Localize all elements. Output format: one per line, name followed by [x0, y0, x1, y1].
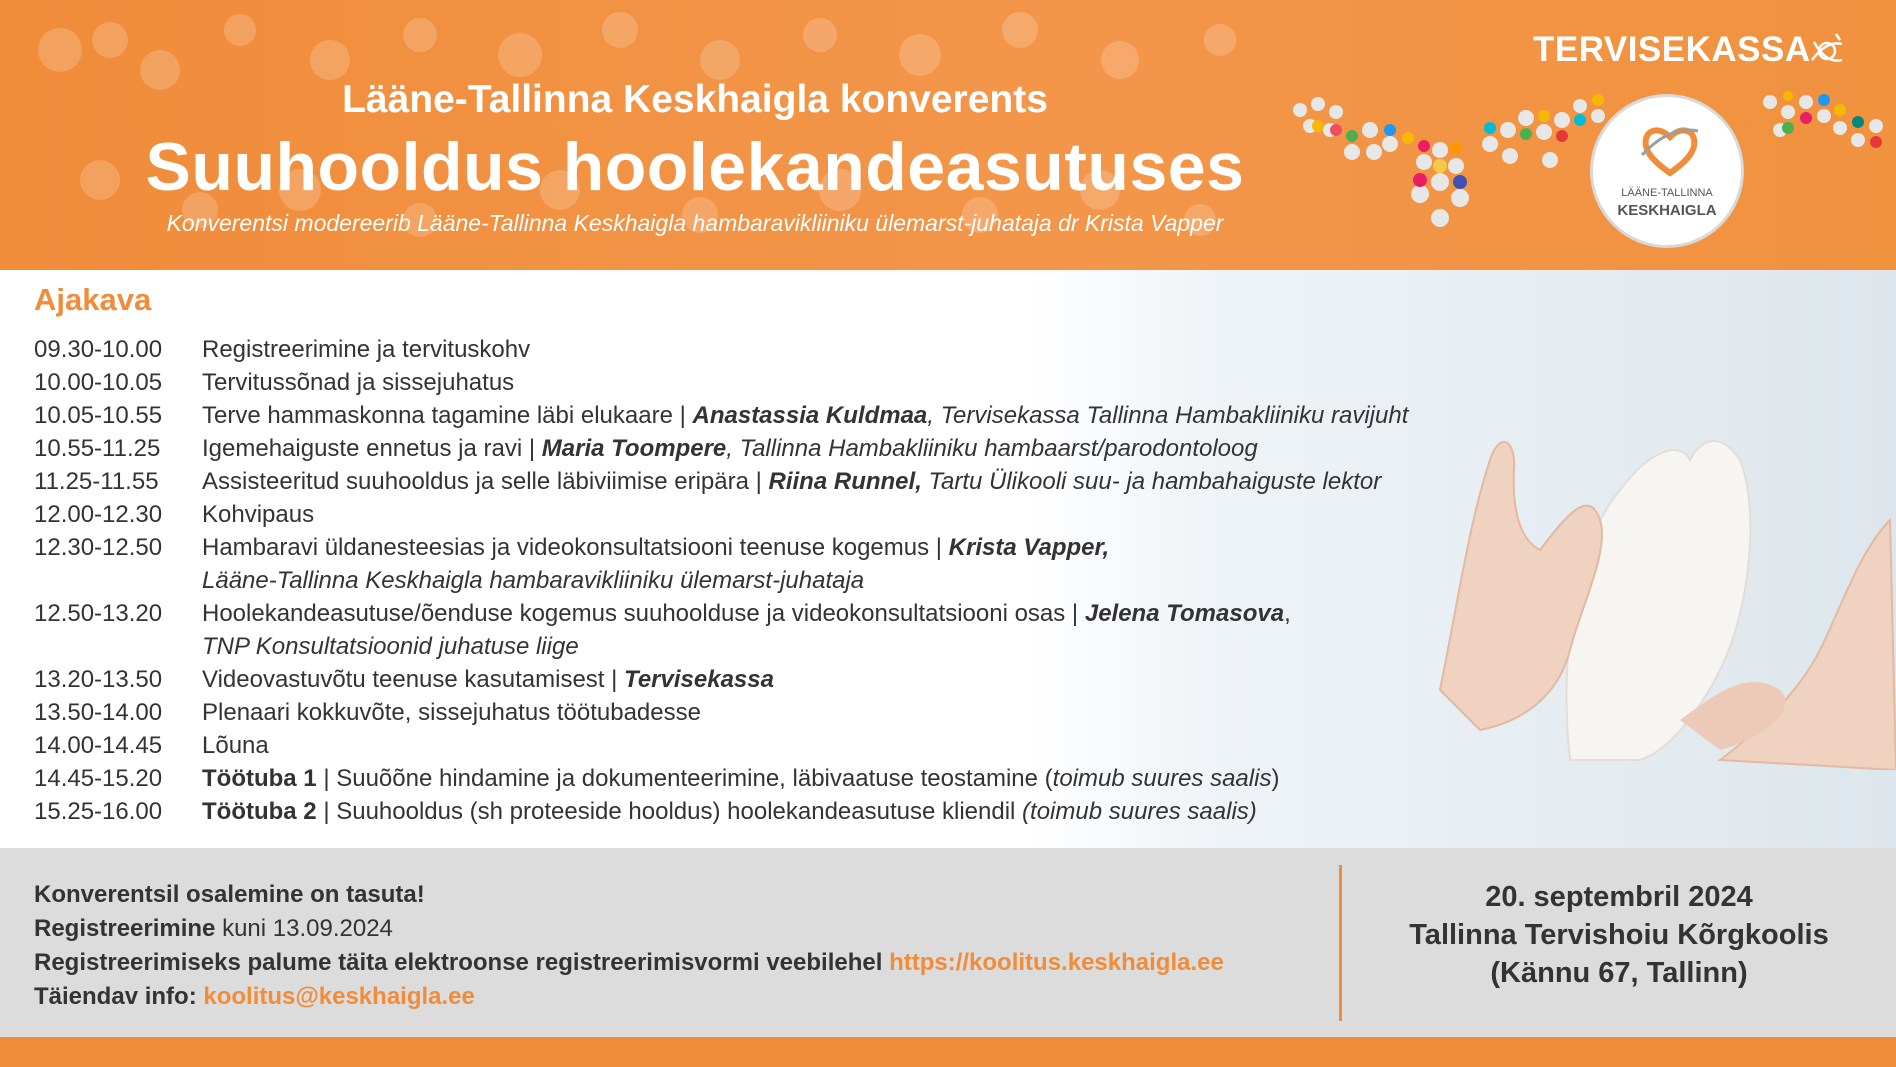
- schedule-desc: Videovastuvõtu teenuse kasutamisest | Tervisekassa: [202, 666, 774, 693]
- schedule-row: [34, 531, 1110, 564]
- schedule-time: 14.45-15.20: [34, 765, 163, 792]
- event-date: 20. septembril 2024: [1485, 881, 1753, 913]
- schedule-time: 15.25-16.00: [34, 798, 163, 825]
- schedule-row: [34, 696, 864, 729]
- speaker-role: Lääne-Tallinna Keskhaigla hambaravikliiniku ülemarst-juhataja: [202, 567, 865, 594]
- schedule-desc: Hambaravi üldanesteesias ja videokonsultatsiooni teenuse kogemus | Krista Vapper,: [202, 534, 1110, 561]
- workshop-label: Töötuba 2: [202, 798, 317, 825]
- conference-title: Suuhooldus hoolekandeasutuses: [145, 129, 1245, 205]
- schedule-time: 12.00-12.30: [34, 501, 163, 528]
- speaker-name: Krista Vapper,: [948, 534, 1110, 561]
- schedule-row: [34, 432, 1258, 465]
- hands-holding-tooth-image: [1420, 290, 1896, 770]
- schedule-time: 13.20-13.50: [34, 666, 163, 693]
- tervisekassa-logo-icon: [1806, 30, 1848, 72]
- schedule-row: [34, 795, 1257, 828]
- schedule-time: 12.50-13.20: [34, 600, 163, 627]
- contact-email-link[interactable]: koolitus@keskhaigla.ee: [203, 983, 475, 1010]
- event-details: [1342, 878, 1896, 992]
- speaker-role: Tartu Ülikooli suu- ja hambahaiguste lektor: [921, 468, 1382, 495]
- event-venue: Tallinna Tervishoiu Kõrgkoolis: [1409, 919, 1829, 951]
- schedule-row: [34, 762, 1280, 795]
- schedule-row: [34, 333, 864, 366]
- speaker-name: Jelena Tomasova: [1084, 600, 1285, 627]
- schedule-row: [34, 465, 1382, 498]
- speaker-role: , Tallinna Hambakliiniku hambaarst/parodontoloog: [726, 435, 1258, 462]
- schedule-time: 14.00-14.45: [34, 732, 163, 759]
- schedule-desc: Registreerimine ja tervituskohv: [202, 336, 531, 363]
- keskhaigla-logo: [1590, 94, 1744, 248]
- schedule-desc: Hoolekandeasutuse/õenduse kogemus suuhoolduse ja videokonsultatsiooni osas | Jelena Tomasova,: [202, 600, 1291, 627]
- schedule-time: 12.30-12.50: [34, 534, 163, 561]
- schedule-time: 10.00-10.05: [34, 369, 163, 396]
- logo-text-line2: KESKHAIGLA: [1617, 202, 1717, 219]
- location-note: toimub suures saalis: [1052, 765, 1272, 792]
- contact-info: Täiendav info: koolitus@keskhaigla.ee: [34, 983, 475, 1010]
- footer-info: [0, 848, 1896, 1037]
- schedule-row: [34, 399, 1409, 432]
- registration-info: [34, 878, 1224, 1014]
- free-participation-text: Konverentsil osalemine on tasuta!: [34, 881, 425, 908]
- tervisekassa-brand: TERVISEKASSA: [1533, 30, 1811, 69]
- event-address: (Kännu 67, Tallinn): [1490, 957, 1748, 989]
- schedule-desc: Tervitussõnad ja sissejuhatus: [202, 369, 515, 396]
- schedule-time: 13.50-14.00: [34, 699, 163, 726]
- schedule-desc: Kohvipaus: [202, 501, 315, 528]
- schedule-list: [34, 333, 1409, 828]
- schedule-time: 10.05-10.55: [34, 402, 163, 429]
- schedule-row: [34, 498, 864, 531]
- bottom-accent-bar: [0, 1037, 1896, 1067]
- schedule-row: [34, 366, 864, 399]
- schedule-time: 11.25-11.55: [34, 468, 159, 495]
- speaker-name: Riina Runnel,: [768, 468, 922, 495]
- speaker-name: Anastassia Kuldmaa: [692, 402, 928, 429]
- header-banner: [0, 0, 1896, 270]
- speaker-name: Maria Toompere: [541, 435, 727, 462]
- registration-form-text: Registreerimiseks palume täita elektroonse registreerimisvormi veebilehel https://koolitus.keskhaigla.ee: [34, 949, 1224, 976]
- schedule-desc: Töötuba 2 | Suuhooldus (sh proteeside hooldus) hoolekandeasutuse kliendil (toimub suures saalis): [202, 798, 1257, 825]
- schedule-row: [34, 663, 864, 696]
- moderator-text: Konverentsi modereerib Lääne-Tallinna Keskhaigla hambaravikliiniku ülemarst-juhataja dr Krista Vapper: [166, 210, 1224, 236]
- location-note: (toimub suures saalis): [1022, 798, 1257, 825]
- speaker-role: TNP Konsultatsioonid juhatuse liige: [202, 633, 579, 660]
- schedule-desc: Igemehaiguste ennetus ja ravi | Maria Toompere, Tallinna Hambakliiniku hambaarst/parodontoloog: [202, 435, 1258, 462]
- schedule-time: 10.55-11.25: [34, 435, 161, 462]
- schedule-desc: Plenaari kokkuvõte, sissejuhatus töötubadesse: [202, 699, 701, 726]
- schedule-row: [34, 597, 1291, 630]
- workshop-label: Töötuba 1: [202, 765, 317, 792]
- speaker-name: Tervisekassa: [624, 666, 774, 693]
- conference-subtitle: Lääne-Tallinna Keskhaigla konverents: [342, 78, 1048, 121]
- keskhaigla-heart-logo-icon: [1640, 121, 1700, 177]
- schedule-row: [34, 729, 864, 762]
- schedule-desc: Terve hammaskonna tagamine läbi elukaare | Anastassia Kuldmaa, Tervisekassa Tallinna Hambakliiniku ravijuht: [202, 402, 1409, 429]
- schedule-desc: Assisteeritud suuhooldus ja selle läbiviimise eripära | Riina Runnel, Tartu Ülikooli suu- ja hambahaiguste lektor: [202, 468, 1382, 495]
- registration-deadline: Registreerimine kuni 13.09.2024: [34, 915, 393, 942]
- logo-text-line1: LÄÄNE-TALLINNA: [1621, 187, 1713, 199]
- schedule-heading: Ajakava: [34, 282, 152, 317]
- schedule-desc: Lõuna: [202, 732, 269, 759]
- registration-link[interactable]: https://koolitus.keskhaigla.ee: [889, 949, 1224, 976]
- schedule-time: 09.30-10.00: [34, 336, 163, 363]
- schedule-desc: Töötuba 1 | Suuõõne hindamine ja dokumenteerimine, läbivaatuse teostamine (toimub suures saalis): [202, 765, 1280, 792]
- speaker-role: , Tervisekassa Tallinna Hambakliiniku ravijuht: [927, 402, 1409, 429]
